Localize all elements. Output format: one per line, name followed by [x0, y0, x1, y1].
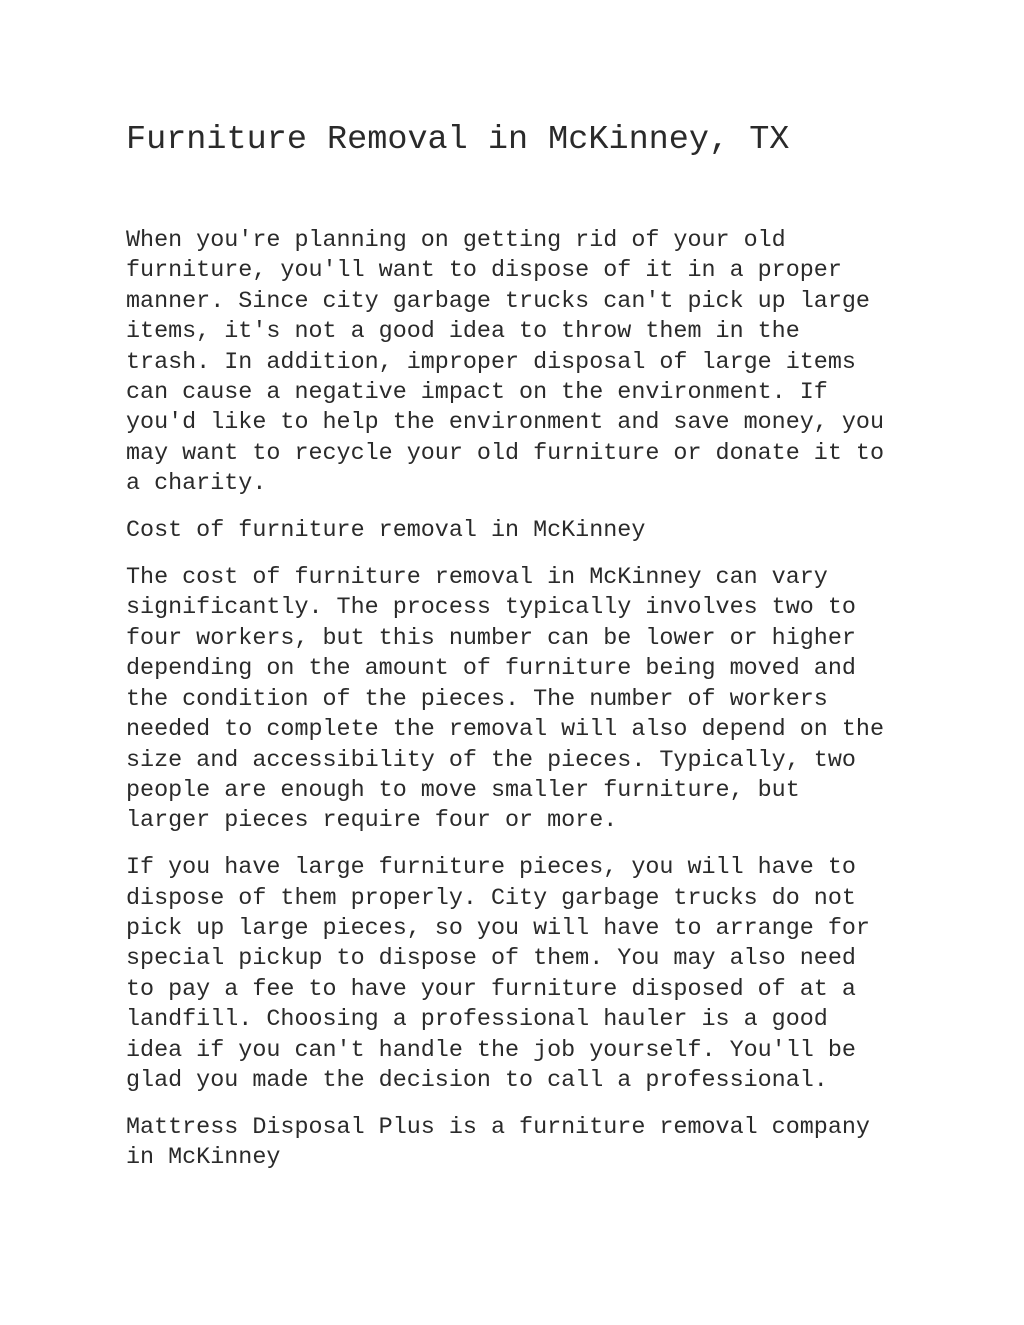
paragraph-line: four workers, but this number can be lower or higher [126, 625, 856, 652]
paragraph-line: furniture, you'll want to dispose of it in a proper [126, 258, 842, 285]
paragraph-line: glad you made the decision to call a professional. [126, 1068, 828, 1095]
document-body [126, 226, 906, 1190]
paragraph-line: manner. Since city garbage trucks can't pick up large [126, 288, 870, 315]
paragraph-line: size and accessibility of the pieces. Typically, two [126, 747, 856, 774]
paragraph-line: trash. In addition, improper disposal of large items [126, 349, 856, 376]
paragraph-line: the condition of the pieces. The number of workers [126, 686, 828, 713]
paragraph-line: pick up large pieces, so you will have to arrange for [126, 916, 870, 943]
paragraph-line: a charity. [126, 471, 267, 498]
paragraph-line: Cost of furniture removal in McKinney [126, 518, 646, 545]
paragraph-line: can cause a negative impact on the environment. If [126, 380, 828, 407]
paragraph-line: you'd like to help the environment and save money, you [126, 410, 884, 437]
paragraph-line: needed to complete the removal will also depend on the [126, 717, 884, 744]
paragraph-line: The cost of furniture removal in McKinney can vary [126, 565, 828, 592]
paragraph-line: If you have large furniture pieces, you will have to [126, 855, 856, 882]
page-title: Furniture Removal in McKinney, TX [126, 121, 790, 159]
paragraph-line: Mattress Disposal Plus is a furniture removal company [126, 1114, 870, 1141]
paragraph-disposal [126, 853, 906, 1096]
paragraph-line: depending on the amount of furniture being moved and [126, 656, 856, 683]
paragraph-line: larger pieces require four or more. [126, 808, 618, 835]
paragraph-line: When you're planning on getting rid of your old [126, 228, 786, 254]
paragraph-line: special pickup to dispose of them. You may also need [126, 946, 856, 973]
paragraph-cost [126, 563, 906, 837]
paragraph-line: idea if you can't handle the job yourself. You'll be [126, 1037, 856, 1064]
paragraph-line: landfill. Choosing a professional hauler is a good [126, 1007, 828, 1034]
paragraph-company [126, 1113, 906, 1174]
paragraph-line: people are enough to move smaller furniture, but [126, 777, 800, 804]
section-heading-cost [126, 516, 906, 546]
paragraph-line: may want to recycle your old furniture or donate it to [126, 440, 884, 467]
paragraph-intro [126, 226, 906, 500]
paragraph-line: items, it's not a good idea to throw them in the [126, 319, 800, 346]
paragraph-line: dispose of them properly. City garbage trucks do not [126, 885, 856, 912]
paragraph-line: to pay a fee to have your furniture disposed of at a [126, 976, 856, 1003]
paragraph-line: significantly. The process typically involves two to [126, 595, 856, 622]
paragraph-line: in McKinney [126, 1145, 281, 1172]
